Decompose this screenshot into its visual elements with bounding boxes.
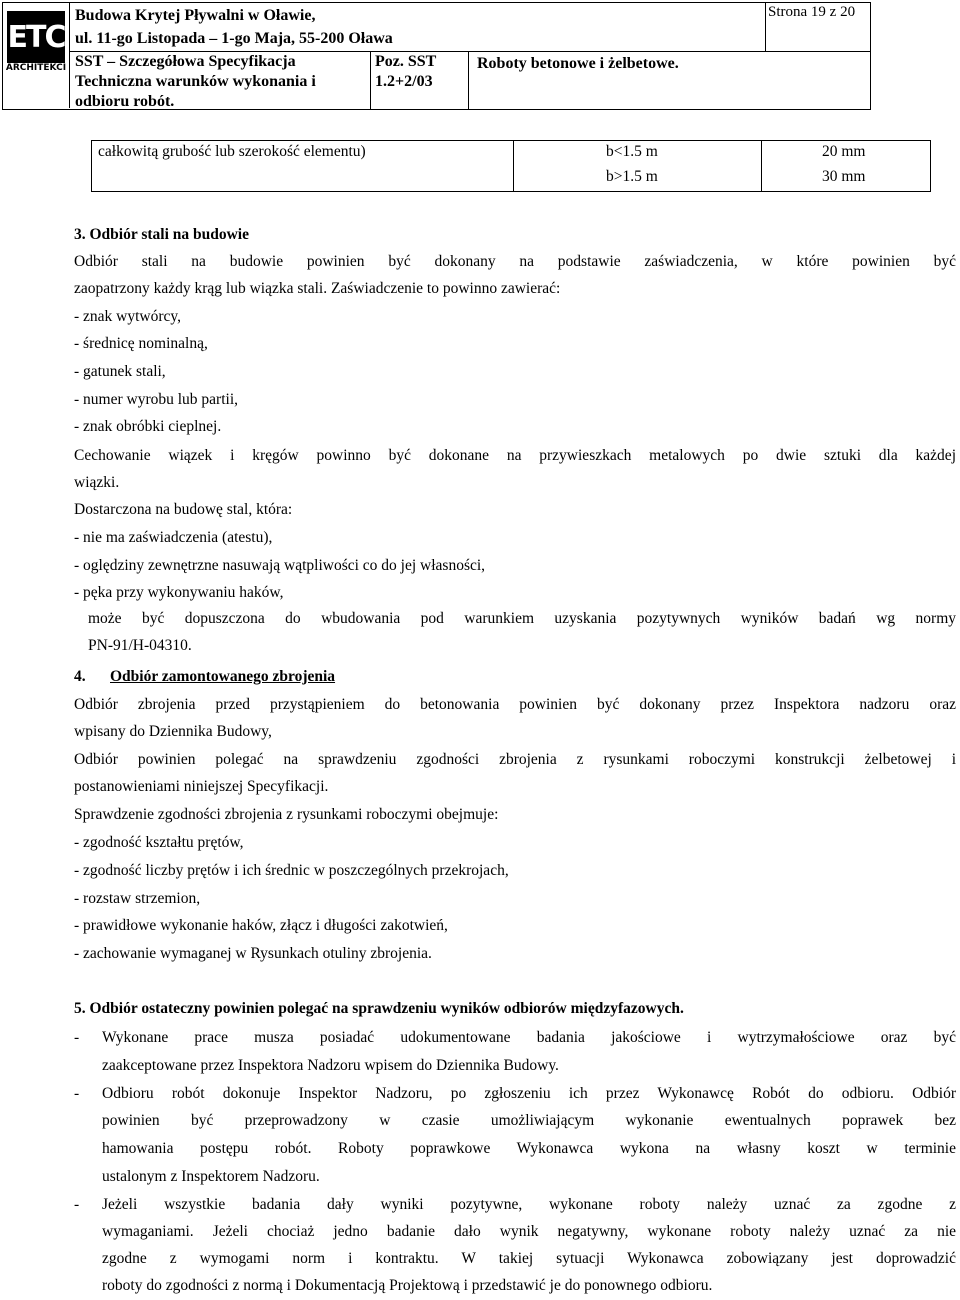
header-poz-number: 1.2+2/03 xyxy=(375,73,433,90)
section-3-p1-line1: Odbiór stali na budowie powinien być dokonany na podstawie zaświadczenia, w które powinien być xyxy=(74,253,956,270)
header-poz-label: Poz. SST xyxy=(375,53,437,70)
list-item: - zachowanie wymaganej w Rysunkach otuliny zbrojenia. xyxy=(74,945,432,962)
section-3-p2-line1: Cechowanie wiązek i kręgów powinno być dokonane na przywieszkach metalowych po dwie sztuki dla każdej xyxy=(74,447,956,464)
header-spec-line2: Techniczna warunków wykonania i xyxy=(75,73,316,90)
section-4-p2-line2: postanowieniami niniejszej Specyfikacji. xyxy=(74,778,329,795)
list-item: - zgodność kształtu prętów, xyxy=(74,834,244,851)
section-4-p3: Sprawdzenie zgodności zbrojenia z rysunkami roboczymi obejmuje: xyxy=(74,806,499,823)
tolerance-table xyxy=(91,140,931,192)
list-item: - numer wyrobu lub partii, xyxy=(74,391,239,408)
list-item: - pęka przy wykonywaniu haków, xyxy=(74,584,284,601)
list-item: - zgodność liczby prętów i ich średnic w poszczególnych przekrojach, xyxy=(74,862,509,879)
table-cell-description: całkowitą grubość lub szerokość elementu) xyxy=(98,143,366,160)
table-cell-30mm: 30 mm xyxy=(822,168,866,185)
page-number: Strona 19 z 20 xyxy=(768,4,856,20)
section-3-p2-line2: wiązki. xyxy=(74,474,120,491)
table-cell-b-large: b>1.5 m xyxy=(606,168,658,185)
list-item: - rozstaw strzemion, xyxy=(74,890,201,907)
table-cell-20mm: 20 mm xyxy=(822,143,866,160)
header-divider-v2 xyxy=(468,51,469,109)
logo-letters: ETC xyxy=(7,11,65,63)
section-5-b3-line4: roboty do zgodności z normą i Dokumentacją Projektową i przedstawić je do ponownego odbioru. xyxy=(102,1277,713,1294)
company-logo xyxy=(3,3,70,108)
section-5-b3-line3: zgodne z wymogami norm i kontraktu. W takiej sytuacji Wykonawca zobowiązany jest doprowadzić xyxy=(102,1250,956,1267)
section-4-p1-line2: wpisany do Dziennika Budowy, xyxy=(74,723,272,740)
section-4-p2-line1: Odbiór powinien polegać na sprawdzeniu zgodności zbrojenia z rysunkami roboczymi konstrukcji żelbetowej i xyxy=(74,751,956,768)
section-4-number: 4. xyxy=(74,668,86,685)
section-5-b2-line1: Odbioru robót dokonuje Inspektor Nadzoru, po zgłoszeniu ich przez Wykonawcę Robót do odbioru. Odbiór xyxy=(102,1085,956,1102)
table-col-description xyxy=(92,141,514,191)
bullet-dash: - xyxy=(74,1029,80,1046)
section-5-b1-line1: Wykonane prace musza posiadać udokumentowane badania jakościowe i wytrzymałościowe oraz być xyxy=(102,1029,956,1046)
list-item: - oględziny zewnętrzne nasuwają wątpliwości co do jej własności, xyxy=(74,557,486,574)
section-5-b3-line2: wymaganiami. Jeżeli chociaż jedno badanie dało wynik negatywny, wykonane roboty należy uznać za nie xyxy=(102,1223,956,1240)
header-title-line2: ul. 11-go Listopada – 1-go Maja, 55-200 Oława xyxy=(75,30,393,47)
section-4-p1-line1: Odbiór zbrojenia przed przystąpieniem do betonowania powinien być dokonany przez Inspektora nadzoru oraz xyxy=(74,696,956,713)
header-divider-h xyxy=(69,51,870,52)
section-5-b2-line2: powinien być przeprowadzony w czasie umożliwiającym wykonanie ewentualnych poprawek bez xyxy=(102,1112,956,1129)
table-col-condition xyxy=(514,141,762,191)
section-5-b1-line2: zaakceptowane przez Inspektora Nadzoru wpisem do Dziennika Budowy. xyxy=(102,1057,559,1074)
section-3-p3: Dostarczona na budowę stal, która: xyxy=(74,501,293,518)
header-section-title: Roboty betonowe i żelbetowe. xyxy=(477,55,679,72)
list-item: - nie ma zaświadczenia (atestu), xyxy=(74,529,273,546)
list-item: - znak wytwórcy, xyxy=(74,308,182,325)
section-3-p4-line2: PN-91/H-04310. xyxy=(88,637,192,654)
header-divider-v1 xyxy=(370,51,371,109)
header-spec-line1: SST – Szczegółowa Specyfikacja xyxy=(75,53,296,70)
section-5-heading: 5. Odbiór ostateczny powinien polegać na sprawdzeniu wyników odbiorów międzyfazowych. xyxy=(74,1000,684,1017)
list-item: - średnicę nominalną, xyxy=(74,335,208,352)
document-header xyxy=(2,2,871,110)
list-item: - prawidłowe wykonanie haków, złącz i długości zakotwień, xyxy=(74,917,448,934)
section-4-heading: Odbiór zamontowanego zbrojenia xyxy=(110,668,336,685)
section-3-p4-line1: może być dopuszczona do wbudowania pod warunkiem uzyskania pozytywnych wyników badań wg normy xyxy=(88,610,956,627)
header-title-line1: Budowa Krytej Pływalni w Oławie, xyxy=(75,7,316,24)
section-5-b2-line3: hamowania postępu robót. Roboty poprawkowe Wykonawca wykona na własny koszt w terminie xyxy=(102,1140,956,1157)
section-3-heading: 3. Odbiór stali na budowie xyxy=(74,226,249,243)
list-item: - gatunek stali, xyxy=(74,363,166,380)
section-3-p1-line2: zaopatrzony każdy krąg lub wiązka stali. Zaświadczenie to powinno zawierać: xyxy=(74,280,561,297)
header-divider-v-page xyxy=(765,3,766,51)
section-5-b3-line1: Jeżeli wszystkie badania dały wyniki pozytywne, wykonane roboty należy uznać za zgodne z xyxy=(102,1196,956,1213)
header-spec-line3: odbioru robót. xyxy=(75,93,175,110)
list-item: - znak obróbki cieplnej. xyxy=(74,418,222,435)
table-cell-b-small: b<1.5 m xyxy=(606,143,658,160)
section-5-b2-line4: ustalonym z Inspektorem Nadzoru. xyxy=(102,1168,320,1185)
bullet-dash: - xyxy=(74,1196,80,1213)
logo-subtitle: ARCHITEKCI xyxy=(5,63,67,73)
bullet-dash: - xyxy=(74,1085,80,1102)
